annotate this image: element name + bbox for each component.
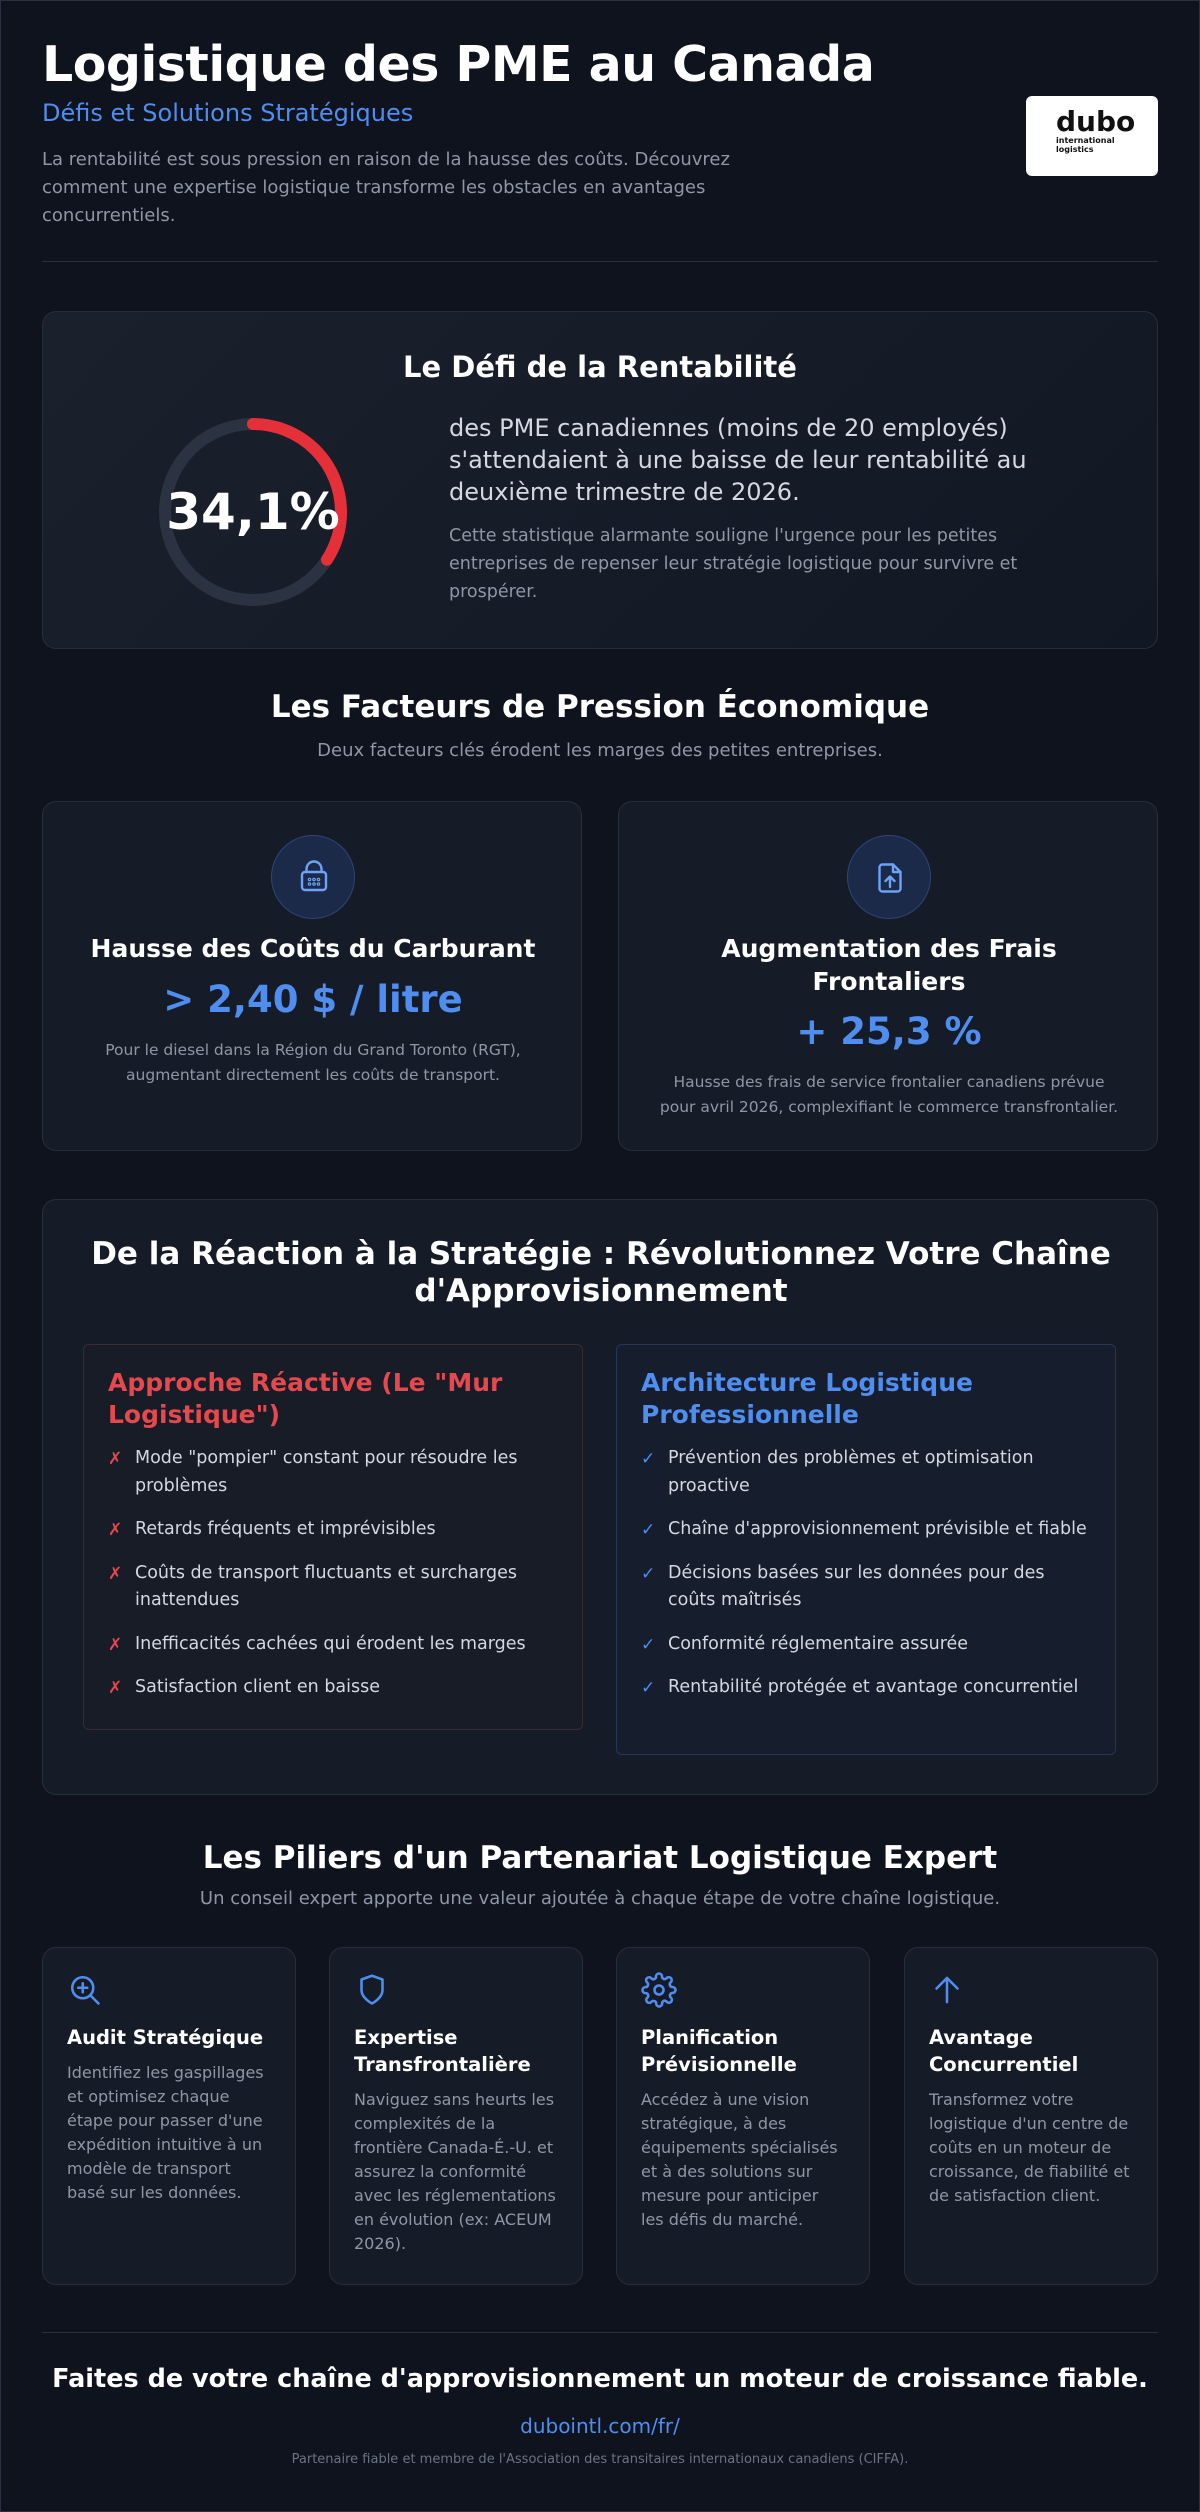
pillar-card-border <box>329 1947 583 2285</box>
dubo-wordmark <box>1056 108 1138 136</box>
profitability-title: Le Défi de la Rentabilité <box>403 350 797 384</box>
pillar-title: Expertise Transfrontalière <box>354 2026 531 2076</box>
pillar-card-planning <box>616 1947 870 2285</box>
check-icon: ✓ <box>641 1634 656 1655</box>
website-link[interactable]: dubointl.com/fr/ <box>520 2414 680 2438</box>
list-item: ✓ Chaîne d'approvisionnement prévisible et fiable <box>641 1516 1091 1544</box>
arrow-up-icon <box>929 1972 965 2008</box>
pillar-description: Identifiez les gaspillages et optimisez chaque étape pour passer d'une expédition intuitive à un modèle de transport basé sur les données. <box>67 2063 264 2202</box>
professional-title: Architecture Logistique Professionnelle <box>641 1368 973 1429</box>
pillar-title: Planification Prévisionnelle <box>641 2026 797 2076</box>
check-icon: ✓ <box>641 1449 656 1469</box>
factor-description: Hausse des frais de service frontalier canadiens prévue pour avril 2026, complexifiant le commerce transfrontalier. <box>659 1073 1119 1116</box>
reactive-title: Approche Réactive (Le "Mur Logistique") <box>108 1368 503 1429</box>
footer-divider <box>42 2332 1158 2333</box>
factor-description: Pour le diesel dans la Région du Grand Toronto (RGT), augmentant directement les coûts de transport. <box>105 1041 521 1084</box>
list-item: ✗ Coûts de transport fluctuants et surcharges inattendues <box>108 1562 517 1610</box>
cross-icon: ✗ <box>108 1563 123 1584</box>
page-subtitle: Défis et Solutions Stratégiques <box>42 99 414 127</box>
zoom-in-icon <box>67 1972 103 2008</box>
check-icon: ✓ <box>641 1520 656 1540</box>
check-icon: ✓ <box>641 1678 656 1698</box>
reactive-list <box>108 1445 558 1702</box>
professional-list <box>641 1445 1091 1702</box>
pillars-title: Les Piliers d'un Partenariat Logistique Expert <box>202 1840 998 1876</box>
factor-title: Hausse des Coûts du Carburant <box>90 934 536 963</box>
page-description: La rentabilité est sous pression en raison de la hausse des coûts. Découvrez comment une expertise logistique transforme les obstacles en avantages concurrentiels. <box>42 149 730 226</box>
list-item: ✗ Retards fréquents et imprévisibles <box>108 1516 558 1544</box>
page-title: Logistique des PME au Canada <box>42 36 875 93</box>
list-item: ✓ Décisions basées sur les données pour des coûts maîtrisés <box>641 1562 1045 1610</box>
pillar-title: Audit Stratégique <box>67 2026 264 2049</box>
professional-architecture-panel <box>616 1344 1116 1755</box>
cross-icon: ✗ <box>108 1449 123 1469</box>
document-upload-icon <box>847 835 931 919</box>
pillar-description: Transformez votre logistique d'un centre de coûts en un moteur de croissance, de fiabilité et de satisfaction client. <box>929 2090 1130 2205</box>
logo-tagline-line1: international <box>1056 136 1115 145</box>
dubo-logo[interactable] <box>1026 96 1158 176</box>
strategy-card <box>42 1199 1158 1795</box>
list-item: ✓ Prévention des problèmes et optimisation proactive <box>641 1448 1034 1496</box>
footer-note: Partenaire fiable et membre de l'Association des transitaires internationaux canadiens (CIFFA). <box>291 2452 909 2467</box>
strategy-title: De la Réaction à la Stratégie : Révolutionnez Votre Chaîne d'Approvisionnement <box>91 1236 1111 1309</box>
check-icon: ✓ <box>641 1563 656 1584</box>
list-item: ✗ Mode "pompier" constant pour résoudre les problèmes <box>108 1448 518 1496</box>
factor-title: Augmentation des Frais Frontaliers <box>721 934 1057 996</box>
pillar-description: Naviguez sans heurts les complexités de la frontière Canada-É.-U. et assurez la conformité avec les réglementations en évolution (ex: ACEUM 2026). <box>354 2090 556 2253</box>
factor-value: + 25,3 % <box>796 1010 982 1053</box>
cross-icon: ✗ <box>108 1520 123 1540</box>
profitability-note: Cette statistique alarmante souligne l'urgence pour les petites entreprises de repenser leur stratégie logistique pour survivre et prospérer. <box>449 526 1018 602</box>
pillars-subtitle: Un conseil expert apporte une valeur ajoutée à chaque étape de votre chaîne logistique. <box>199 1888 1001 1909</box>
factor-card-fuel <box>42 801 582 1151</box>
reactive-approach-panel <box>83 1344 583 1730</box>
profitability-gauge <box>153 412 353 612</box>
pressure-title: Les Facteurs de Pression Économique <box>270 689 930 725</box>
fuel-pump-icon <box>271 835 355 919</box>
list-item: ✗ Inefficacités cachées qui érodent les marges <box>108 1631 558 1659</box>
page-header <box>42 34 1158 262</box>
pillar-card-audit <box>42 1947 296 2285</box>
logo-tagline-line2: logistics <box>1056 145 1094 154</box>
list-item: ✓ Rentabilité protégée et avantage concurrentiel <box>641 1674 1091 1702</box>
pressure-subtitle: Deux facteurs clés érodent les marges des petites entreprises. <box>317 740 883 761</box>
profitability-lead: des PME canadiennes (moins de 20 employés) s'attendaient à une baisse de leur rentabilité au deuxième trimestre de 2026. <box>449 414 1027 506</box>
pillar-title: Avantage Concurrentiel <box>929 2026 1079 2076</box>
list-item: ✓ Conformité réglementaire assurée <box>641 1631 1091 1659</box>
profitability-percent: 34,1% <box>166 483 340 541</box>
cross-icon: ✗ <box>108 1678 123 1698</box>
factor-card-border <box>618 801 1158 1151</box>
header-divider <box>42 261 1158 262</box>
footer-cta: Faites de votre chaîne d'approvisionnement un moteur de croissance fiable. <box>52 2364 1148 2394</box>
pillar-card-advantage <box>904 1947 1158 2285</box>
profitability-card <box>42 311 1158 649</box>
factor-value: > 2,40 $ / litre <box>163 978 463 1021</box>
list-item: ✗ Satisfaction client en baisse <box>108 1674 558 1702</box>
pillar-description: Accédez à une vision stratégique, à des équipements spécialisés et à des solutions sur mesure pour anticiper les défis du marché. <box>641 2090 838 2229</box>
cross-icon: ✗ <box>108 1634 123 1655</box>
shield-icon <box>354 1972 390 2008</box>
dubo-wordmark-text: dubo <box>1056 108 1136 136</box>
gear-icon <box>641 1972 677 2008</box>
